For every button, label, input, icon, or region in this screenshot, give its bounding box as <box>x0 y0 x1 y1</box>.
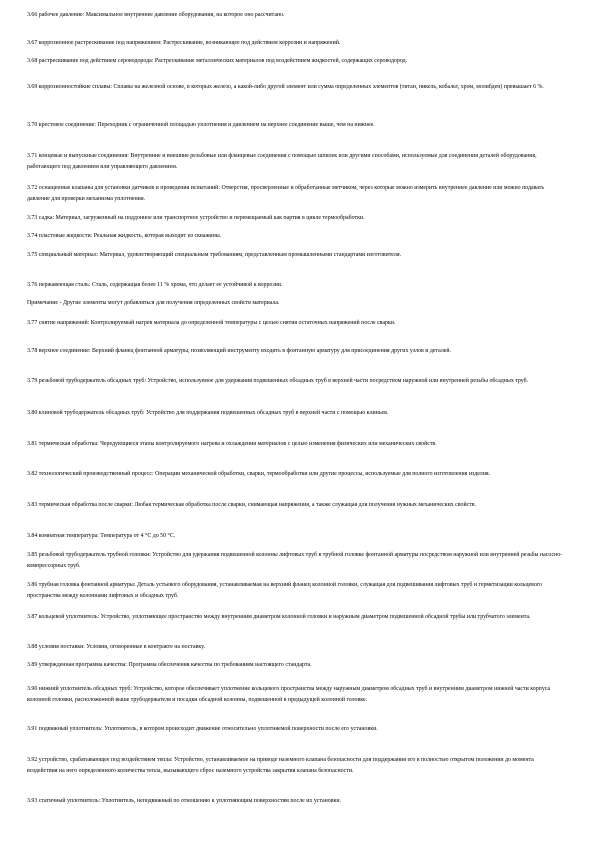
note-text: Другие элементы могут добавляться для получения определенных свойств материала. <box>62 300 280 306</box>
entry-term: коррозионностойкие сплавы: <box>38 84 112 90</box>
entry-definition: Устройство, уплотняющее пространство между внутренним диаметром колонной головки и наружным диаметром подвешенной обсадной трубы или трубчатого элемента. <box>100 614 531 620</box>
entry-3-87 <box>27 612 565 623</box>
entry-number: 3.74 <box>27 233 38 239</box>
entry-definition: Материал, удовлетворяющий специальным требованиям, представленным промышленными стандартами изготовителя. <box>99 252 402 258</box>
entry-term: трубная головка фонтанной арматуры: <box>38 582 136 588</box>
note-label: Примечание - <box>27 300 62 306</box>
entry-term: резьбовой трубодержатель обсадных труб: <box>38 378 147 384</box>
entry-3-80 <box>27 408 565 419</box>
entry-term: садка: <box>38 215 55 221</box>
entry-3-82 <box>27 469 565 480</box>
entry-definition: Реальная жидкость, которая выходит из скважины. <box>93 233 222 239</box>
entry-term: верхнее соединение: <box>38 348 91 354</box>
entry-term: клиновой трубодержатель обсадных труб: <box>38 410 145 416</box>
entry-definition: Устройство, которое обеспечивает уплотнение кольцевого пространства между наружным диаметром обсадных труб и внутренним диаметром нижней части корпуса колонной головки, расположенной выше трубодержателя и посадки обсадной колонны, подвешенной в предыдущей колонной головке. <box>27 686 551 704</box>
entry-definition: Операции механической обработки, сварки, термообработки или другие процессы, используемые для полного изготовления изделия. <box>155 471 491 477</box>
entry-3-72 <box>27 183 565 205</box>
entry-number: 3.75 <box>27 252 38 258</box>
entry-definition: Деталь устьевого оборудования, устанавливаемая на верхний фланец колонной головки, служащая для подвешивания лифтовых труб и герметизации кольцевого пространства между колоннами лифтовых и обсадных труб. <box>27 582 542 600</box>
entry-number: 3.70 <box>27 122 38 128</box>
entry-3-78 <box>27 346 565 357</box>
entry-number: 3.79 <box>27 378 38 384</box>
entry-3-75 <box>27 250 565 261</box>
entry-number: 3.76 <box>27 282 38 288</box>
entry-3-77 <box>27 318 565 329</box>
entry-definition: Устройство для удержания подвешенной колонны лифтовых труб в трубной головке фонтанной арматуры посредством наружной или внутренней резьбы насосно-компрессорных труб. <box>27 552 563 570</box>
entry-number: 3.89 <box>27 662 38 668</box>
entry-term: крестовое соединение: <box>38 122 96 128</box>
entry-term: нержавеющая сталь: <box>38 282 91 288</box>
entry-definition: Уплотнитель, в котором происходит движение относительно уплотняемой поверхности после его установки. <box>104 726 378 732</box>
entry-number: 3.91 <box>27 726 38 732</box>
entry-number: 3.67 <box>27 40 38 46</box>
entry-3-83 <box>27 500 565 511</box>
entry-term: подвижный уплотнитель: <box>38 726 103 732</box>
entry-number: 3.82 <box>27 471 38 477</box>
entry-term: резьбовой трубодержатель трубной головки: <box>38 552 151 558</box>
entry-3-92 <box>27 755 565 777</box>
entry-term: пластовые жидкости: <box>38 233 93 239</box>
entry-number: 3.80 <box>27 410 38 416</box>
entry-term: условия поставки: <box>38 644 85 650</box>
entry-number: 3.88 <box>27 644 38 650</box>
entry-definition: Устройство, используемое для удержания подвешенных обсадных труб в верхней части посредством наружной или внутренней резьбы обсадных труб. <box>147 378 529 384</box>
entry-number: 3.87 <box>27 614 38 620</box>
entry-number: 3.81 <box>27 441 38 447</box>
entry-definition: Температура от 4 °C до 50 °C. <box>100 533 176 539</box>
entry-definition: Переходник с ограниченной площадью уплотнения и давлением на верхнее соединение выше, чем на нижнее. <box>97 122 375 128</box>
entry-term: оснащенные клапаны для установки датчиков и проведения испытаний: <box>38 185 220 191</box>
entry-3-85 <box>27 550 565 572</box>
entry-definition: Отверстия, просверленные и обработанные метчиком, через которые можно измерить внутреннее давление или можно подавать давление для проверки механизма уплотнения. <box>27 185 545 203</box>
entry-term: специальный материал: <box>38 252 99 258</box>
entry-3-76 <box>27 280 565 291</box>
entry-3-81 <box>27 439 565 450</box>
entry-number: 3.66 <box>27 12 38 18</box>
entry-definition: Сплавы на железной основе, в которых железо, а какой-либо другой элемент или сумма определенных элементов (титан, никель, кобальт, хром, молибден) превышает 6 %. <box>113 84 544 90</box>
entry-3-66 <box>27 10 565 21</box>
entry-definition: Верхний фланец фонтанной арматуры, позволяющий инструменту входить в фонтанную арматуру для присоединения других узлов и деталей. <box>92 348 452 354</box>
entry-definition: Максимальное внутреннее давление оборудования, на которое оно рассчитано. <box>85 12 285 18</box>
note <box>27 298 565 309</box>
entry-term: кольцевой уплотнитель: <box>38 614 100 620</box>
entry-term: рабочее давление: <box>38 12 85 18</box>
entry-term: концевые и выпускные соединения: <box>38 153 129 159</box>
entry-3-86 <box>27 580 565 602</box>
entry-3-73 <box>27 213 565 224</box>
entry-term: термическая обработка: <box>38 441 99 447</box>
entry-term: технологический производственный процесс: <box>38 471 154 477</box>
entry-number: 3.90 <box>27 686 38 692</box>
entry-number: 3.69 <box>27 84 38 90</box>
entry-3-84 <box>27 531 565 542</box>
entry-3-67 <box>27 38 565 49</box>
entry-definition: Чередующиеся этапы контролируемого нагрева и охлаждения материалов с целью изменения физических или механических свойств. <box>100 441 437 447</box>
entry-definition: Контролируемый нагрев материала до определенной температуры с целью снятия остаточных напряжений после сварки. <box>90 320 396 326</box>
entry-term: термическая обработка после сварки: <box>38 502 133 508</box>
entry-3-79 <box>27 376 565 387</box>
entry-number: 3.77 <box>27 320 38 326</box>
entry-3-91 <box>27 724 565 735</box>
entry-3-69 <box>27 82 565 93</box>
entry-term: нижний уплотнитель обсадных труб: <box>38 686 132 692</box>
entry-3-88 <box>27 642 565 653</box>
entry-definition: Устройство для поддержания подвешенных обсадных труб в верхней части с помощью клиньев. <box>145 410 389 416</box>
entry-definition: Программа обеспечения качества по требованиям настоящего стандарта. <box>128 662 312 668</box>
entry-term: снятие напряжений: <box>38 320 90 326</box>
entry-3-90 <box>27 684 565 706</box>
entry-term: коррозионное растрескивание под напряжением: <box>38 40 162 46</box>
entry-3-71 <box>27 151 565 173</box>
entry-3-70 <box>27 120 565 131</box>
entry-term: комнатная температура: <box>38 533 99 539</box>
entry-term: утвержденная программа качества: <box>38 662 127 668</box>
entry-definition: Внутренние и внешние резьбовые или фланцевые соединения с помощью шпилек или другими способами, используемые для соединения деталей оборудования, работающего под давлением или управляющего давлением. <box>27 153 537 171</box>
entry-3-68 <box>27 56 565 67</box>
entry-number: 3.68 <box>27 58 38 64</box>
entry-definition: Уплотнитель, неподвижный по отношению к уплотняющим поверхностям после их установки. <box>101 798 342 804</box>
entry-term: статичный уплотнитель: <box>38 798 101 804</box>
entry-number: 3.72 <box>27 185 38 191</box>
entry-number: 3.78 <box>27 348 38 354</box>
entry-number: 3.92 <box>27 757 38 763</box>
entry-number: 3.84 <box>27 533 38 539</box>
entry-definition: Материал, загруженный на поддонное или транспортное устройство и перемещаемый как партия в цикле термообработки. <box>55 215 365 221</box>
entry-definition: Устройство, устанавливаемое на приводе наземного клапана безопасности для поддержания его в полностью открытом положении до момента воздействия на него определенного количества тепла, вызывающего сброс наземного устройства закрытия клапана безопасности. <box>27 757 534 775</box>
entry-definition: Любая термическая обработка после сварки, снимающая напряжения, а также служащая для получения нужных механических свойств. <box>134 502 477 508</box>
entry-term: растрескивание под действием сероводорода: <box>38 58 154 64</box>
entry-number: 3.86 <box>27 582 38 588</box>
entry-term: устройство, срабатывающее под воздействием тепла: <box>38 757 173 763</box>
entry-3-89 <box>27 660 565 671</box>
entry-definition: Растрескивание, возникающее под действием коррозии и напряжений. <box>163 40 341 46</box>
entry-number: 3.73 <box>27 215 38 221</box>
entry-definition: Условия, оговоренные в контракте на поставку. <box>86 644 206 650</box>
entry-definition: Растрескивание металлических материалов под воздействием жидкостей, содержащих сероводород. <box>154 58 408 64</box>
entry-number: 3.71 <box>27 153 38 159</box>
entry-definition: Сталь, содержащая более 11 % хрома, что делает ее устойчивой к коррозии. <box>91 282 283 288</box>
entry-number: 3.83 <box>27 502 38 508</box>
entry-3-93 <box>27 796 565 807</box>
entry-3-74 <box>27 231 565 242</box>
entry-number: 3.93 <box>27 798 38 804</box>
entry-number: 3.85 <box>27 552 38 558</box>
